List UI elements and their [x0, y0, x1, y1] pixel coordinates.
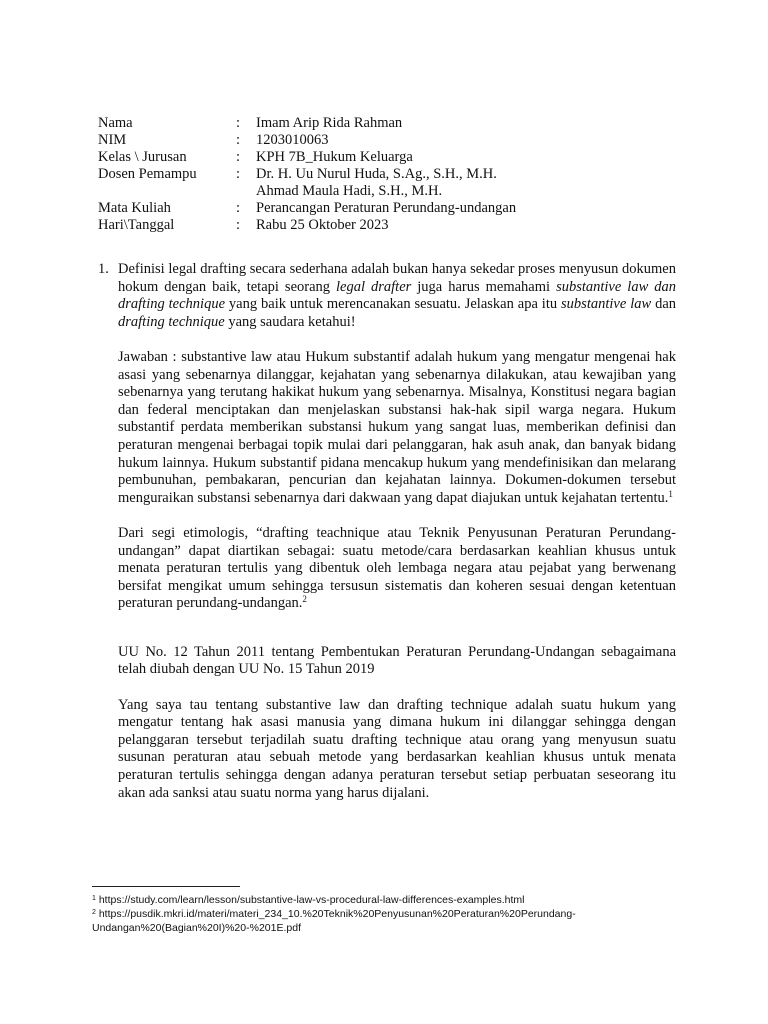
info-value: Ahmad Maula Hadi, S.H., M.H.: [256, 183, 443, 199]
info-row-lecturer-2: [98, 183, 516, 200]
footnote-ref: 1: [668, 488, 673, 499]
answer-paragraph-4: Yang saya tau tentang substantive law dan drafting technique adalah suatu hukum yang mengatur tentang hak asasi manusia yang dimana hukum ini dilanggar sehingga dengan pelanggaran tersebut terjadilah suatu drafting technique atau orang yang menyusun suatu susunan peraturan atau sebuah metode yang berdasarkan keahlian khusus untuk menata peraturan tertulis sehingga dengan adanya peraturan tersebut setiap perbuatan seseorang itu akan ada sanksi atau suatu norma yang harus dijalani.: [118, 696, 676, 801]
question-block: [98, 261, 677, 802]
footnote-number: 2: [92, 909, 96, 916]
info-value: Dr. H. Uu Nurul Huda, S.Ag., S.H., M.H.: [256, 166, 497, 182]
answer-text: Jawaban : substantive law atau Hukum substantif adalah hukum yang mengatur mengenai hak asasi yang sebenarnya dilanggar, kejahatan yang sebenarnya dilakukan, atau kewajiban yang sebenarnya yang terutang hakikat hukum yang sebenarnya. Misalnya, Konstitusi negara bagian dan federal menciptakan dan menjelaskan substansi hak-hak sipil warga negara. Hukum substantif perdata memberikan substansi hukum yang sangat luas, memberikan definisi dan peraturan mengenai berbagai topik mulai dari pelanggaran, hak asuh anak, dan banyak bidang hukum lainnya. Hukum substantif pidana mencakup hukum yang mendefinisikan dan melarang pembunuhan, pembakaran, pencurian dan kejahatan lainnya. Dokumen-dokumen tersebut menguraikan substansi sebenarnya dari dakwaan yang dapat diajukan untuk kejahatan tertentu.: [118, 348, 676, 506]
info-colon: [236, 183, 256, 200]
info-row-date: [98, 217, 516, 234]
question-text-part: juga harus memahami: [411, 278, 557, 295]
info-row-lecturer: [98, 166, 516, 183]
student-info-header: [98, 115, 516, 234]
info-row-nim: [98, 132, 516, 149]
question-text-part: dan: [651, 296, 677, 313]
footnote-1: [92, 893, 712, 907]
info-label: Mata Kuliah: [98, 200, 171, 216]
answer-paragraph-1: [118, 349, 676, 507]
question-emphasis: substantive law dan drafting technique: [118, 278, 676, 313]
info-row-course: [98, 200, 516, 217]
info-value: KPH 7B_Hukum Keluarga: [256, 149, 413, 165]
info-value: Perancangan Peraturan Perundang-undangan: [256, 200, 517, 216]
question-number: 1.: [98, 261, 109, 277]
footnote-link[interactable]: https://study.com/learn/lesson/substantive-law-vs-procedural-law-differences-examples.html: [95, 894, 525, 906]
answer-text: Dari segi etimologis, “drafting teachnique atau Teknik Penyusunan Peraturan Perundang-undangan” dapat diartikan sebagai: suatu metode/cara berdasarkan keahlian khusus untuk menata peraturan tertulis yang dibentuk oleh lembaga negara atau pejabat yang berwenang bersifat mengikat umum sehingga tersusun sistematis dan koheren sesuai dengan ketentuan peraturan perundang-undangan.: [118, 524, 676, 612]
question-text-part: yang saudara ketahui!: [224, 313, 356, 330]
question-text-part: yang baik untuk merencanakan sesuatu. Jelaskan apa itu: [225, 296, 562, 313]
footnote-ref: 2: [302, 594, 307, 605]
info-colon: :: [236, 166, 241, 182]
info-label: NIM: [98, 132, 127, 148]
info-label: Dosen Pemampu: [98, 166, 197, 182]
answer-paragraph-3: UU No. 12 Tahun 2011 tentang Pembentukan Peraturan Perundang-Undangan sebagaimana telah diubah dengan UU No. 15 Tahun 2019: [118, 643, 676, 678]
info-colon: :: [236, 132, 241, 148]
footnote-number: 1: [92, 895, 96, 902]
footnotes: [92, 893, 712, 935]
question-emphasis: drafting technique: [118, 313, 225, 330]
answer-paragraph-2: [118, 525, 676, 613]
info-colon: :: [236, 217, 241, 233]
info-colon: :: [236, 200, 241, 216]
info-row-name: [98, 115, 516, 132]
footnote-link[interactable]: https://pusdik.mkri.id/materi/materi_234_10.%20Teknik%20Penyusunan%20Peraturan%20Perundang-Undangan%20(Bagian%20I)%20-%201E.pdf: [92, 908, 576, 934]
info-row-class: [98, 149, 516, 166]
question-emphasis: legal drafter: [336, 278, 412, 295]
footnote-divider: [92, 886, 240, 887]
info-value: Imam Arip Rida Rahman: [256, 115, 403, 131]
info-label: [98, 183, 236, 200]
footnote-2: [92, 907, 712, 935]
question-text: [118, 261, 676, 331]
question-emphasis: substantive law: [561, 296, 652, 313]
info-label: Nama: [98, 115, 133, 131]
info-label: Kelas \ Jurusan: [98, 149, 187, 165]
info-value: 1203010063: [256, 132, 329, 148]
info-label: Hari\Tanggal: [98, 217, 175, 233]
info-value: Rabu 25 Oktober 2023: [256, 217, 389, 233]
question-text-part: Definisi legal drafting secara sederhana adalah bukan hanya sekedar proses menyusun dokumen hokum dengan baik, tetapi seorang: [118, 261, 676, 295]
info-colon: :: [236, 115, 241, 131]
info-colon: :: [236, 149, 241, 165]
